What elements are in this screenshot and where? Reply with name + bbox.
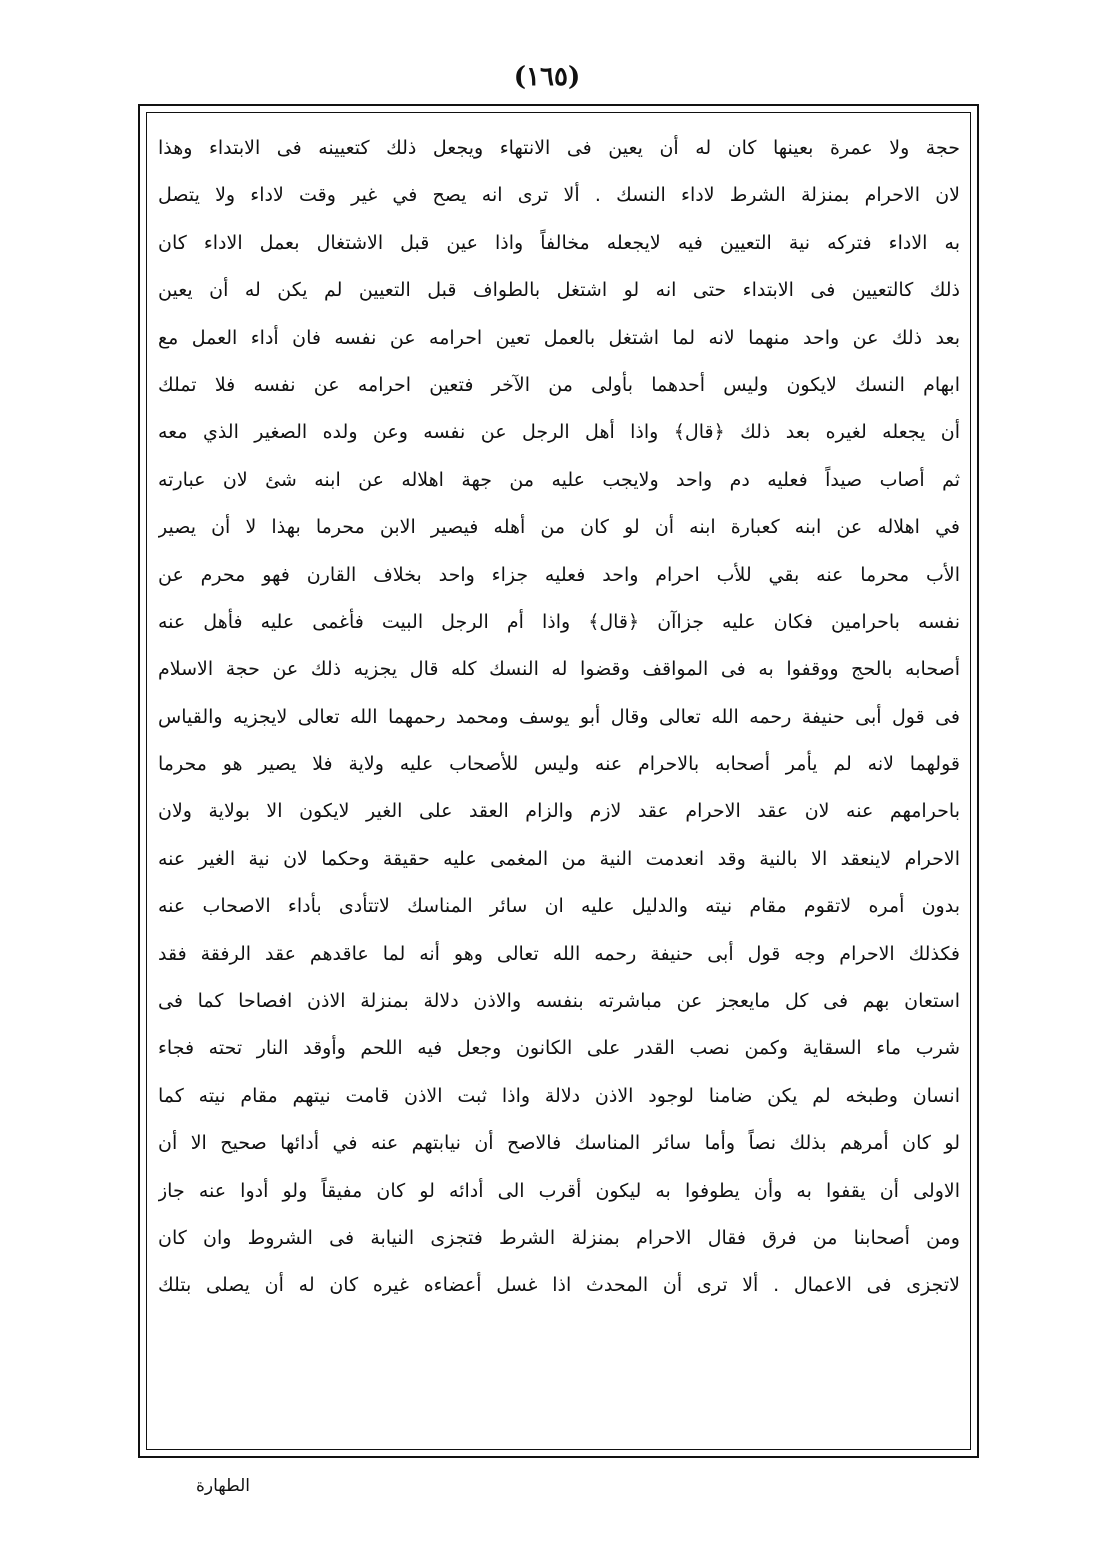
text-line: ذلك كالتعيين فى الابتداء حتى انه لو اشتغل بالطواف قبل التعيين لم يكن له أن يعين bbox=[158, 279, 960, 302]
page-number: (١٦٥) bbox=[513, 62, 581, 92]
text-line: قولهما لانه لم يأمر أصحابه بالاحرام عنه وليس للأصحاب عليه ولاية فلا يصير هو محرما bbox=[158, 753, 960, 776]
text-line: لان الاحرام بمنزلة الشرط لاداء النسك . ألا ترى انه يصح في غير وقت لاداء ولا يتصل bbox=[158, 184, 960, 207]
main-text-block bbox=[158, 125, 960, 1310]
text-line: ومن أصحابنا من فرق فقال الاحرام بمنزلة الشرط فتجزى النيابة فى الشروط وان كان bbox=[158, 1226, 960, 1249]
text-line: بعد ذلك عن واحد منهما لانه لما اشتغل بالعمل تعين احرامه عن نفسه فان أداء العمل مع bbox=[158, 326, 960, 349]
text-line: في اهلاله عن ابنه كعبارة ابنه أن لو كان من أهله فيصير الابن محرما بهذا لا أن يصير bbox=[158, 516, 960, 539]
text-line: باحرامهم عنه لان عقد الاحرام عقد لازم والزام العقد على الغير لايكون الا بولاية ولان bbox=[158, 800, 960, 823]
text-line: فى قول أبى حنيفة رحمه الله تعالى وقال أبو يوسف ومحمد رحمهما الله تعالى لايجزيه والقياس bbox=[158, 705, 960, 728]
text-line: انسان وطبخه لم يكن ضامنا لوجود الاذن دلالة واذا ثبت الاذن قامت نيتهم مقام نيته كما bbox=[158, 1084, 960, 1107]
text-line: الأب محرما عنه بقي للأب احرام واحد فعليه جزاء واحد بخلاف القارن فهو محرم عن bbox=[158, 563, 960, 586]
text-line: ابهام النسك لايكون وليس أحدهما بأولى من الآخر فتعين احرامه عن نفسه فلا تملك bbox=[158, 373, 960, 396]
catchword-footer: الطهارة bbox=[196, 1476, 250, 1496]
text-line: شرب ماء السقاية وكمن نصب القدر على الكانون وجعل فيه اللحم وأوقد النار تحته فجاء bbox=[158, 1037, 960, 1060]
text-line: به الاداء فتركه نية التعيين فيه لايجعله مخالفاً واذا عين قبل الاشتغال بعمل الاداء كان bbox=[158, 231, 960, 254]
text-line: لاتجزى فى الاعمال . ألا ترى أن المحدث اذا غسل أعضاءه غيره كان له أن يصلى بتلك bbox=[158, 1274, 960, 1297]
text-line: الاحرام لاينعقد الا بالنية وقد انعدمت النية من المغمى عليه حقيقة وحكما لان نية الغير عنه bbox=[158, 847, 960, 870]
text-line: بدون أمره لاتقوم مقام نيته والدليل عليه ان سائر المناسك لاتتأدى بأداء الاصحاب عنه bbox=[158, 895, 960, 918]
text-line: فكذلك الاحرام وجه قول أبى حنيفة رحمه الله تعالى وهو أنه لما عاقدهم عقد الرفقة فقد bbox=[158, 942, 960, 965]
text-line: أصحابه بالحج ووقفوا به فى المواقف وقضوا له النسك كله قال يجزيه ذلك عن حجة الاسلام bbox=[158, 658, 960, 681]
text-line: استعان بهم فى كل مايعجز عن مباشرته بنفسه والاذن دلالة بمنزلة الاذن افصاحا كما فى bbox=[158, 990, 960, 1013]
text-line: نفسه باحرامين فكان عليه جزاآن ﴿قال﴾ واذا أم الرجل البيت فأغمى عليه فأهل عنه bbox=[158, 610, 960, 633]
text-line: الاولى أن يقفوا به وأن يطوفوا به ليكون أقرب الى أدائه لو كان مفيقاً ولو أدوا عنه جاز bbox=[158, 1179, 960, 1202]
text-line: أن يجعله لغيره بعد ذلك ﴿قال﴾ واذا أهل الرجل عن نفسه وعن ولده الصغير الذي معه bbox=[158, 421, 960, 444]
text-line: حجة ولا عمرة بعينها كان له أن يعين فى الانتهاء ويجعل ذلك كتعيينه فى الابتداء وهذا bbox=[158, 137, 960, 159]
text-line: لو كان أمرهم بذلك نصاً وأما سائر المناسك فالاصح أن نيابتهم عنه في أدائها صحيح الا أن bbox=[158, 1132, 960, 1155]
text-line: ثم أصاب صيداً فعليه دم واحد ولايجب عليه من جهة اهلاله عن ابنه شئ لان عبارته bbox=[158, 468, 960, 491]
